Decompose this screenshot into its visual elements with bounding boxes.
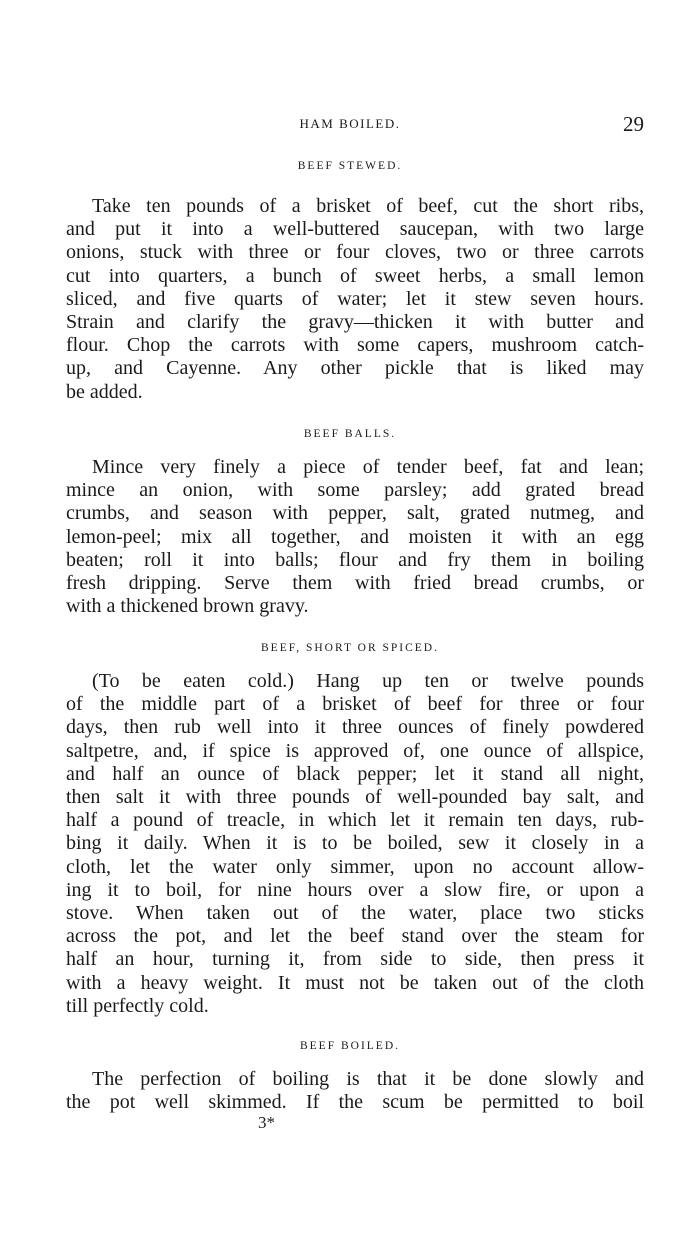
section-heading-beef-boiled: BEEF BOILED. (299, 1040, 401, 1052)
text-line: Mince very finely a piece of tender beef, fat and lean; (92, 456, 644, 478)
text-line: and put it into a well-buttered saucepan, with two large (66, 218, 644, 241)
text-line: the pot well skimmed. If the scum be permitted to boil (66, 1091, 644, 1114)
text-line: with a heavy weight. It must not be taken out of the cloth (66, 971, 644, 994)
text-line: half an hour, turning it, from side to side, then press it (66, 948, 644, 971)
text-line: cut into quarters, a bunch of sweet herbs, a small lemon (66, 264, 644, 287)
text-line: The perfection of boiling is that it be done slowly and (92, 1068, 644, 1090)
text-line: Strain and clarify the gravy—thicken it with butter and (66, 311, 644, 334)
text-line: stove. When taken out of the water, place two sticks (66, 902, 644, 925)
running-head (0, 112, 700, 142)
text-line: mince an onion, with some parsley; add grated bread (66, 479, 644, 502)
text-line: flour. Chop the carrots with some capers, mushroom catch- (66, 334, 644, 357)
section-body-beef-short-or-spiced (66, 670, 644, 1018)
section-body-beef-boiled (66, 1068, 644, 1114)
section-body-beef-balls (66, 456, 644, 618)
page-number: 29 (623, 112, 644, 136)
text-line: cloth, let the water only simmer, upon no account allow- (66, 855, 644, 878)
text-line: days, then rub well into it three ounces of finely powdered (66, 716, 644, 739)
text-line: up, and Cayenne. Any other pickle that is liked may (66, 357, 644, 380)
text-line: sliced, and five quarts of water; let it stew seven hours. (66, 287, 644, 310)
signature-mark: 3* (258, 1113, 275, 1132)
text-line: then salt it with three pounds of well-pounded bay salt, and (66, 786, 644, 809)
text-line: be added. (66, 380, 143, 403)
text-line: fresh dripping. Serve them with fried bread crumbs, or (66, 572, 644, 595)
text-line: across the pot, and let the beef stand over the steam for (66, 925, 644, 948)
text-line: saltpetre, and, if spice is approved of, one ounce of allspice, (66, 739, 644, 762)
text-line: half a pound of treacle, in which let it remain ten days, rub- (66, 809, 644, 832)
text-line: bing it daily. When it is to be boiled, sew it closely in a (66, 832, 644, 855)
section-body-beef-stewed (66, 195, 644, 404)
text-line: and half an ounce of black pepper; let it stand all night, (66, 762, 644, 785)
text-line: of the middle part of a brisket of beef for three or four (66, 693, 644, 716)
text-line: Take ten pounds of a brisket of beef, cut the short ribs, (92, 195, 644, 217)
text-line: lemon-peel; mix all together, and moisten it with an egg (66, 525, 644, 548)
text-line: ing it to boil, for nine hours over a slow fire, or upon a (66, 878, 644, 901)
text-line: beaten; roll it into balls; flour and fry them in boiling (66, 548, 644, 571)
text-line: till perfectly cold. (66, 994, 209, 1017)
text-line: crumbs, and season with pepper, salt, grated nutmeg, and (66, 502, 644, 525)
section-heading-beef-short-or-spiced: BEEF, SHORT OR SPICED. (261, 642, 439, 654)
text-line: (To be eaten cold.) Hang up ten or twelve pounds (92, 670, 644, 692)
section-heading-beef-stewed: BEEF STEWED. (297, 160, 403, 172)
text-line: onions, stuck with three or four cloves, two or three carrots (66, 241, 644, 264)
section-heading-beef-balls: BEEF BALLS. (303, 428, 397, 440)
running-title: HAM BOILED. (299, 116, 401, 131)
text-line: with a thickened brown gravy. (66, 595, 309, 618)
